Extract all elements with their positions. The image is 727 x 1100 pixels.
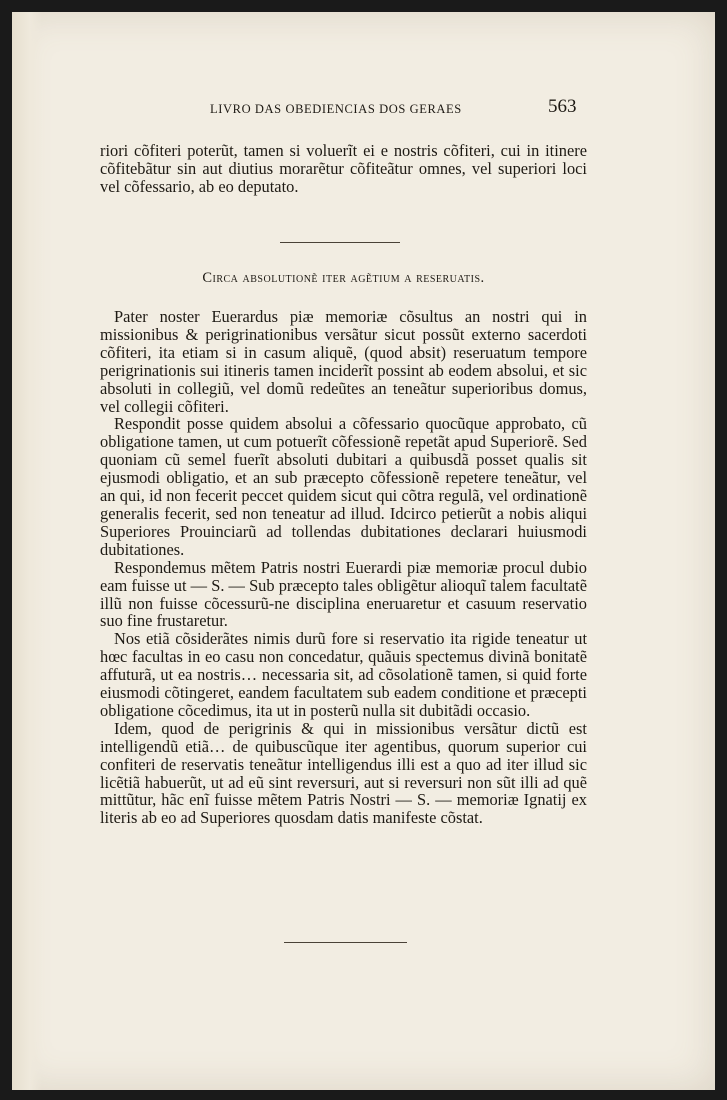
section-heading: Circa absolutionẽ iter agẽtium a reseruatis.: [202, 270, 485, 286]
running-title: LIVRO DAS OBEDIENCIAS DOS GERAES: [210, 102, 462, 116]
paragraph: Respondemus mẽtem Patris nostri Euerardi piæ memoriæ procul dubio eam fuisse ut — S. — Sub præcepto tales obligẽtur alioquĩ talem facultatẽ illũ non fuisse cõcessurũ-ne disciplina eneruaretur et casuum reservatio suo fine frustaretur.: [100, 557, 587, 631]
page-number: 563: [548, 96, 577, 117]
paragraph: Idem, quod de perigrinis & qui in missionibus versãtur dictũ est intelligendũ etiã… de quibuscũque iter agentibus, quorum superior cui confiteri de reservatis teneãtur intelligendus illi est a quo ad iter illud sic licẽtiã habuerũt, ut ad eũ sint reversuri, aut si reversuri non sũt illi ad quẽ mittũtur, hãc enĩ fuisse mẽtem Patris Nostri — S. — memoriæ Ignatij ex literis ab eo ad Superiores quosdam datis manifeste cõstat.: [100, 718, 587, 828]
closing-rule: [284, 942, 407, 943]
manuscript-page: [12, 12, 715, 1090]
continuation-text-block: [100, 142, 587, 196]
page-header: [12, 96, 715, 120]
paragraph: Respondit posse quidem absolui a cõfessario quocũque approbato, cũ obligatione tamen, ut cum potuerĩt cõfessionẽ repetãt apud Superiorẽ. Sed quoniam cũ semel fuerĩt absoluti dubitari a quibusdã posset qualis sit ejusmodi obligatio, et an sub præcepto cõfessionẽ repetere teneãtur, vel an qui, id non fecerit peccet quidem sicut qui cõtra regulã, vel ordinationẽ generalis fecerit, sed non teneatur ad illud. Idcirco petierũt a nobis aliqui Superiores Prouinciarũ ad tollendas dubitationes declarari huiusmodi dubitationes.: [100, 414, 587, 559]
paragraph: Pater noster Euerardus piæ memoriæ cõsultus an nostri qui in missionibus & perigrinationibus versãtur sicut possũt externo sacerdoti cõfiteri, ita etiam si in casum aliquẽ, (quod absit) reseruatum tempore perigrinationis sui itineris tamen inciderĩt possint ab eodem absolui, et sic absoluti in collegiũ, vel domũ redeũtes an teneãtur superioribus domus, vel collegii cõfiteri.: [100, 307, 587, 416]
paragraph: Nos etiã cõsiderãtes nimis durũ fore si reservatio ita rigide teneatur ut hœc facultas in eo casu non concedatur, quãuis spectemus divinã bonitatẽ affuturã, ut ea nostris… necessaria sit, ad cõsolationẽ tamen, si quid forte eiusmodi cõtingeret, eandem facultatem sub eadem conditione et præcepti obligatione cõcedimus, ita ut in posterũ nulla sit dubitãdi occasio.: [100, 629, 587, 720]
section-body: [100, 308, 587, 827]
torn-page-edge: [12, 12, 42, 1090]
divider-rule: [280, 242, 400, 243]
continuation-paragraph: riori cõfiteri poterũt, tamen si voluerĩt ei e nostris cõfiteri, cui in itinere cõfitebãtur sin aut diutius morarẽtur cõfiteãtur omnes, vel superiori loci vel cõfessario, ab eo deputato.: [100, 141, 587, 196]
